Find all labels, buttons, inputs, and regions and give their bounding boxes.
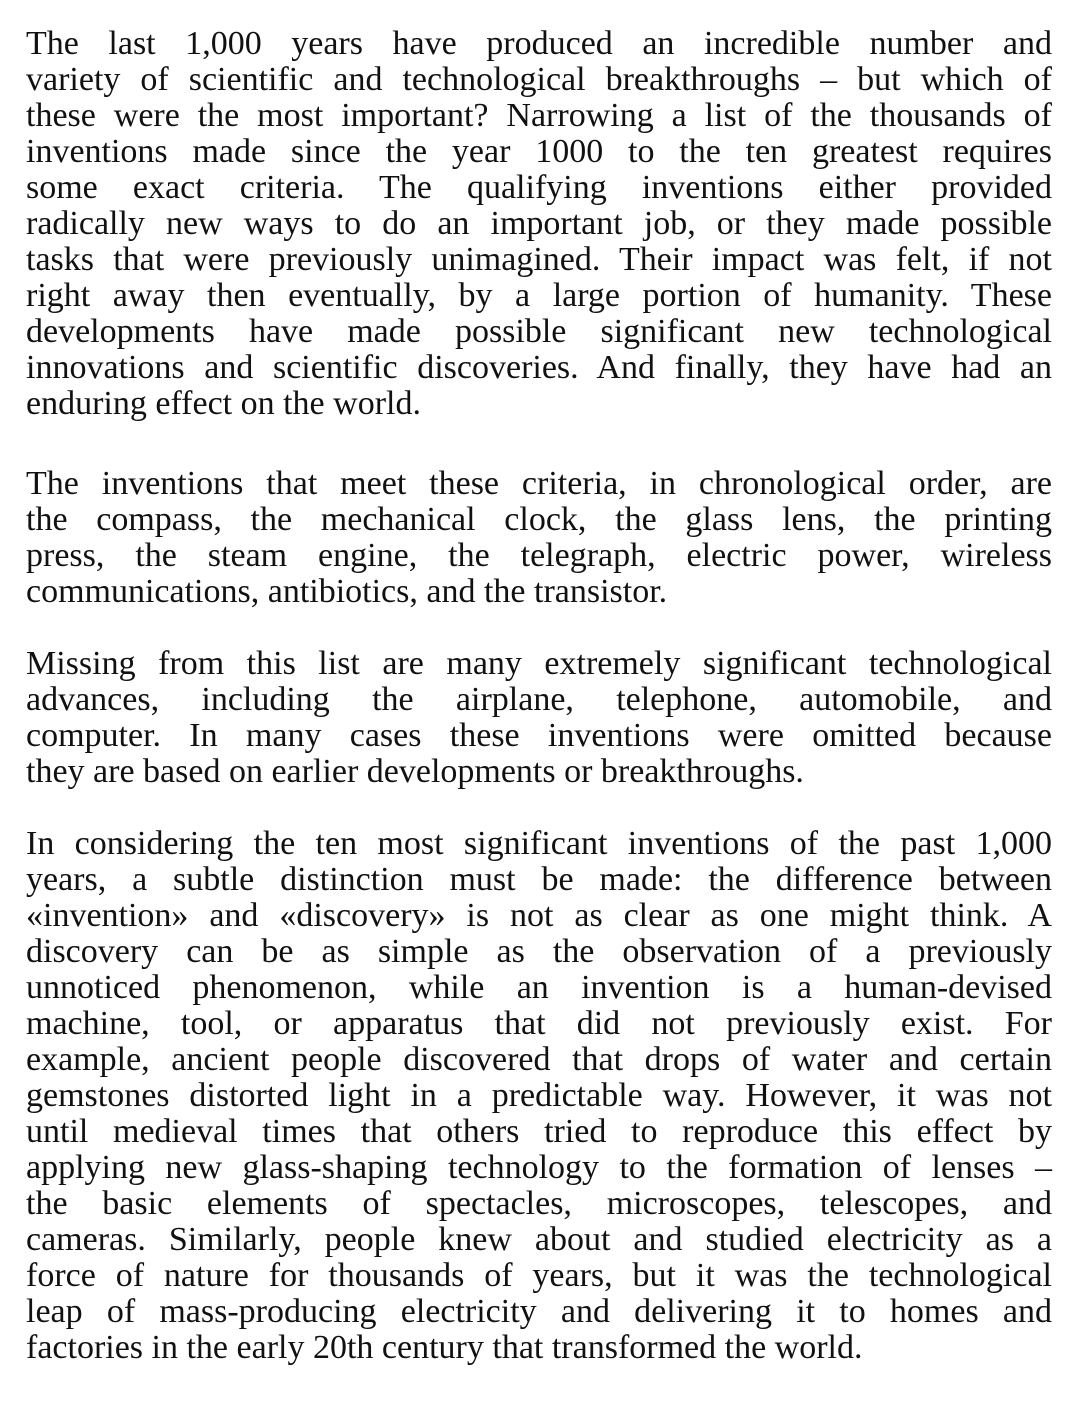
- text-line: right away then eventually, by a large portion of humanity. These: [26, 277, 1052, 314]
- text-line: these were the most important? Narrowing a list of the thousands of: [26, 97, 1052, 134]
- text-line: Missing from this list are many extremely significant technological: [26, 645, 1052, 682]
- text-line: unnoticed phenomenon, while an invention is a human-devised: [26, 969, 1052, 1006]
- text-line: radically new ways to do an important job, or they made possible: [26, 205, 1052, 242]
- text-line: until medieval times that others tried to reproduce this effect by: [26, 1113, 1052, 1150]
- text-line: the basic elements of spectacles, microscopes, telescopes, and: [26, 1185, 1052, 1222]
- text-line: gemstones distorted light in a predictable way. However, it was not: [26, 1077, 1052, 1114]
- text-line: advances, including the airplane, telephone, automobile, and: [26, 681, 1052, 718]
- text-line: some exact criteria. The qualifying inventions either provided: [26, 169, 1052, 206]
- text-line: inventions made since the year 1000 to the ten greatest requires: [26, 133, 1052, 170]
- text-line: tasks that were previously unimagined. Their impact was felt, if not: [26, 241, 1052, 278]
- text-line: variety of scientific and technological breakthroughs – but which of: [26, 61, 1052, 98]
- text-line: force of nature for thousands of years, but it was the technological: [26, 1257, 1052, 1294]
- text-line: press, the steam engine, the telegraph, electric power, wireless: [26, 537, 1052, 574]
- text-line: the compass, the mechanical clock, the glass lens, the printing: [26, 501, 1052, 538]
- text-line: factories in the early 20th century that transformed the world.: [26, 1329, 863, 1366]
- text-line: years, a subtle distinction must be made: the difference between: [26, 861, 1052, 898]
- text-line: The inventions that meet these criteria, in chronological order, are: [26, 465, 1052, 502]
- paragraph-criteria: [26, 26, 1052, 422]
- text-line: enduring effect on the world.: [26, 385, 421, 422]
- text-line: computer. In many cases these inventions were omitted because: [26, 717, 1052, 754]
- text-line: «invention» and «discovery» is not as clear as one might think. A: [26, 897, 1052, 934]
- text-line: developments have made possible significant new technological: [26, 313, 1052, 350]
- text-line: innovations and scientific discoveries. And finally, they have had an: [26, 349, 1052, 386]
- text-line: communications, antibiotics, and the transistor.: [26, 573, 668, 610]
- text-line: cameras. Similarly, people knew about and studied electricity as a: [26, 1221, 1052, 1258]
- paragraph-inventions-list: [26, 466, 1052, 610]
- text-line: leap of mass-producing electricity and delivering it to homes and: [26, 1293, 1052, 1330]
- text-line: machine, tool, or apparatus that did not previously exist. For: [26, 1005, 1052, 1042]
- text-line: In considering the ten most significant inventions of the past 1,000: [26, 825, 1052, 862]
- text-line: they are based on earlier developments or breakthroughs.: [26, 753, 804, 790]
- paragraph-missing-inventions: [26, 646, 1052, 790]
- text-line: The last 1,000 years have produced an incredible number and: [26, 25, 1052, 62]
- text-line: applying new glass-shaping technology to the formation of lenses –: [26, 1149, 1052, 1186]
- paragraph-invention-vs-discovery: [26, 826, 1052, 1366]
- text-line: example, ancient people discovered that drops of water and certain: [26, 1041, 1052, 1078]
- text-line: discovery can be as simple as the observation of a previously: [26, 933, 1052, 970]
